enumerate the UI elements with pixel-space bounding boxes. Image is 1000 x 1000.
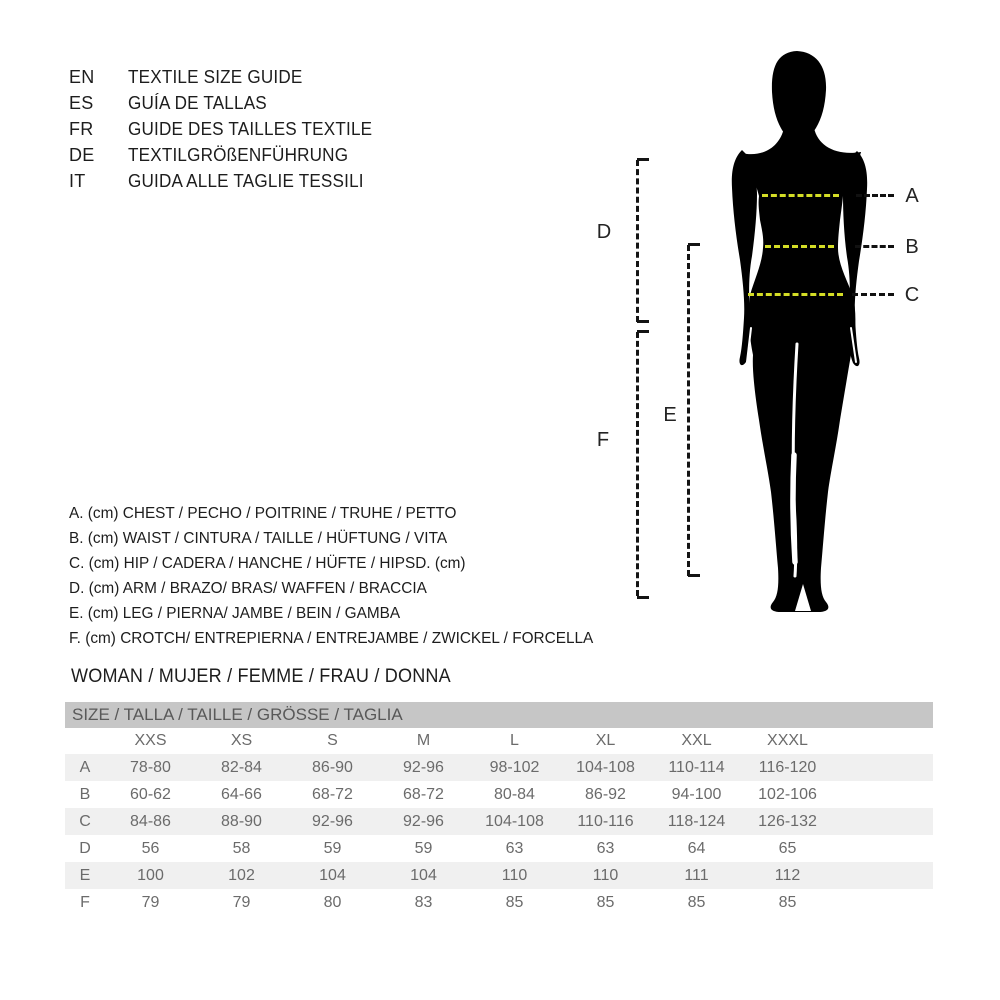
- crotch-measure-tick-bottom: [637, 596, 649, 599]
- chest-line-dash-accent: [762, 194, 839, 197]
- cell: 104: [410, 867, 437, 884]
- empty-cell: [833, 781, 933, 808]
- cell: 116-120: [758, 759, 817, 776]
- cell: 110: [592, 867, 619, 884]
- crotch-measure-tick-top: [637, 330, 649, 333]
- language-code: DE: [69, 145, 95, 165]
- language-code: EN: [69, 67, 95, 87]
- cell: 80-84: [494, 786, 535, 803]
- cell: 102-106: [758, 786, 817, 803]
- hip-line-dash: [852, 293, 894, 296]
- chest-line-dash: [856, 194, 894, 197]
- language-row-de: [69, 142, 385, 168]
- label-waist-b: B: [905, 236, 919, 258]
- guide-title-de: TEXTILGRÖßENFÜHRUNG: [128, 145, 349, 165]
- size-col-xs: XS: [230, 732, 253, 749]
- cell: 83: [414, 894, 433, 911]
- size-table: [65, 728, 933, 916]
- row-label: D: [79, 840, 91, 857]
- crotch-measure-line: [636, 332, 639, 596]
- row-label: C: [79, 813, 91, 830]
- label-hip-c: C: [904, 284, 920, 306]
- legend-leg: E. (cm) LEG / PIERNA/ JAMBE / BEIN / GAMBA: [69, 605, 401, 622]
- cell: 59: [414, 840, 433, 857]
- cell: 79: [141, 894, 160, 911]
- cell: 64: [687, 840, 706, 857]
- label-chest-a: A: [905, 185, 919, 207]
- row-label: F: [80, 894, 90, 911]
- cell: 126-132: [758, 813, 817, 830]
- cell: 85: [687, 894, 706, 911]
- legend-crotch: F. (cm) CROTCH/ ENTREPIERNA / ENTREJAMBE / ZWICKEL / FORCELLA: [69, 630, 594, 647]
- cell: 64-66: [221, 786, 262, 803]
- empty-cell: [833, 808, 933, 835]
- size-col-l: L: [510, 732, 519, 749]
- cell: 102: [228, 867, 255, 884]
- cell: 68-72: [403, 786, 444, 803]
- table-row-waist: [65, 781, 933, 808]
- cell: 79: [232, 894, 251, 911]
- cell: 118-124: [667, 813, 726, 830]
- cell: 85: [505, 894, 524, 911]
- table-row-leg: [65, 862, 933, 889]
- size-col-xxxl: XXXL: [767, 732, 808, 749]
- guide-title-en: TEXTILE SIZE GUIDE: [128, 67, 303, 87]
- cell: 56: [141, 840, 160, 857]
- cell: 110-116: [577, 813, 634, 830]
- section-title-woman: WOMAN / MUJER / FEMME / FRAU / DONNA: [71, 666, 451, 687]
- language-row-fr: [69, 116, 385, 142]
- cell: 86-92: [585, 786, 626, 803]
- cell: 86-90: [312, 759, 353, 776]
- leg-measure-tick-top: [688, 243, 700, 246]
- cell: 78-80: [130, 759, 171, 776]
- language-code: FR: [69, 119, 94, 139]
- guide-title-fr: GUIDE DES TAILLES TEXTILE: [128, 119, 373, 139]
- cell: 82-84: [221, 759, 262, 776]
- cell: 63: [596, 840, 615, 857]
- cell: 84-86: [130, 813, 171, 830]
- size-col-xxl: XXL: [681, 732, 712, 749]
- cell: 85: [596, 894, 615, 911]
- size-col-xxs: XXS: [134, 732, 167, 749]
- cell: 92-96: [312, 813, 353, 830]
- label-leg-e: E: [663, 404, 677, 426]
- arm-measure-line: [636, 160, 639, 322]
- leg-measure-line: [687, 245, 690, 576]
- legend-waist: B. (cm) WAIST / CINTURA / TAILLE / HÜFTUNG / VITA: [69, 530, 448, 547]
- measurement-legend: [69, 501, 615, 651]
- cell: 59: [323, 840, 342, 857]
- empty-cell: [833, 862, 933, 889]
- size-table-header: SIZE / TALLA / TAILLE / GRÖSSE / TAGLIA: [65, 702, 933, 728]
- hip-line-dash-accent: [748, 293, 843, 296]
- cell: 92-96: [403, 813, 444, 830]
- size-col-s: S: [327, 732, 338, 749]
- cell: 111: [684, 867, 709, 884]
- arm-measure-tick-top: [637, 158, 649, 161]
- label-arm-d: D: [596, 221, 612, 243]
- guide-title-es: GUÍA DE TALLAS: [128, 93, 267, 113]
- legend-arm: D. (cm) ARM / BRAZO/ BRAS/ WAFFEN / BRACCIA: [69, 580, 427, 597]
- cell: 110-114: [668, 759, 725, 776]
- size-col-xl: XL: [595, 732, 616, 749]
- cell: 63: [505, 840, 524, 857]
- language-code: ES: [69, 93, 94, 113]
- empty-cell: [833, 889, 933, 916]
- table-row-hip: [65, 808, 933, 835]
- language-row-es: [69, 90, 385, 116]
- empty-cell: [65, 728, 105, 754]
- cell: 88-90: [221, 813, 262, 830]
- cell: 104: [319, 867, 346, 884]
- legend-chest: A. (cm) CHEST / PECHO / POITRINE / TRUHE / PETTO: [69, 505, 457, 522]
- empty-cell: [833, 835, 933, 862]
- label-crotch-f: F: [596, 429, 610, 451]
- cell: 80: [323, 894, 342, 911]
- row-label: E: [79, 867, 91, 884]
- cell: 110: [501, 867, 528, 884]
- row-label: B: [79, 786, 91, 803]
- empty-cell: [833, 728, 933, 754]
- cell: 100: [137, 867, 164, 884]
- cell: 58: [232, 840, 251, 857]
- language-code: IT: [69, 171, 86, 191]
- legend-hip: C. (cm) HIP / CADERA / HANCHE / HÜFTE / HIPSD. (cm): [69, 555, 466, 572]
- cell: 104-108: [576, 759, 635, 776]
- size-table-block: [65, 702, 933, 916]
- guide-title-it: GUIDA ALLE TAGLIE TESSILI: [128, 171, 364, 191]
- size-col-m: M: [416, 732, 431, 749]
- cell: 92-96: [403, 759, 444, 776]
- cell: 94-100: [671, 786, 722, 803]
- arm-measure-tick-bottom: [637, 320, 649, 323]
- cell: 60-62: [130, 786, 171, 803]
- table-row-chest: [65, 754, 933, 781]
- waist-line-dash: [855, 245, 894, 248]
- cell: 65: [778, 840, 797, 857]
- language-row-en: [69, 64, 385, 90]
- cell: 104-108: [485, 813, 544, 830]
- table-row-crotch: [65, 889, 933, 916]
- cell: 98-102: [489, 759, 540, 776]
- cell: 68-72: [312, 786, 353, 803]
- empty-cell: [833, 754, 933, 781]
- cell: 112: [774, 867, 801, 884]
- language-row-it: [69, 168, 385, 194]
- size-header-row: [65, 728, 933, 754]
- waist-line-dash-accent: [765, 245, 834, 248]
- table-row-arm: [65, 835, 933, 862]
- row-label: A: [79, 759, 91, 776]
- language-title-list: [69, 64, 385, 194]
- cell: 85: [778, 894, 797, 911]
- leg-measure-tick-bottom: [688, 574, 700, 577]
